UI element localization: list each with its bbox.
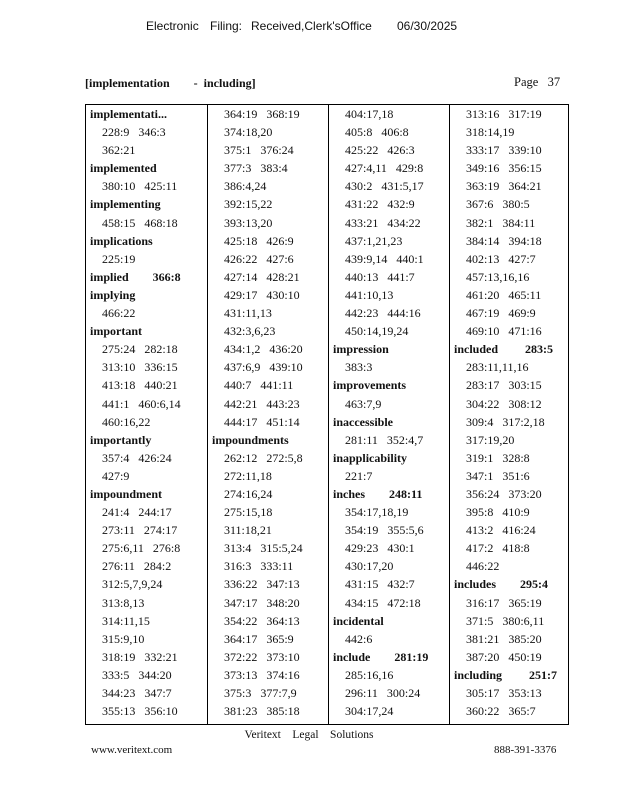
index-citation: 417:2 418:8 <box>466 541 530 556</box>
index-term: impoundment <box>90 486 163 501</box>
index-citation: 431:11,13 <box>224 306 272 321</box>
index-citation: 461:20 465:11 <box>466 287 542 302</box>
index-citation: 309:4 317:2,18 <box>466 414 545 429</box>
index-citation: 318:19 332:21 <box>102 649 178 664</box>
index-citation: 383:3 <box>345 360 373 375</box>
index-citation: 274:16,24 <box>224 486 273 501</box>
index-term: implemented <box>90 161 157 176</box>
index-citation: 463:7,9 <box>345 396 382 411</box>
index-citation: 405:8 406:8 <box>345 125 409 140</box>
index-term: incidental <box>333 613 384 628</box>
index-citation: 413:18 440:21 <box>102 378 178 393</box>
index-citation: 225:19 <box>102 251 136 266</box>
index-citation: 437:1,21,23 <box>345 233 403 248</box>
index-citation: 333:17 339:10 <box>466 143 542 158</box>
index-citation: 374:18,20 <box>224 125 273 140</box>
index-term: include 281:19 <box>333 649 429 664</box>
index-citation: 395:8 410:9 <box>466 505 530 520</box>
index-citation: 367:6 380:5 <box>466 197 530 212</box>
index-citation: 314:11,15 <box>102 613 150 628</box>
index-citation: 429:17 430:10 <box>224 287 300 302</box>
index-citation: 347:17 348:20 <box>224 595 300 610</box>
index-citation: 427:4,11 429:8 <box>345 161 424 176</box>
index-citation: 313:16 317:19 <box>466 107 542 121</box>
index-citation: 313:10 336:15 <box>102 360 178 375</box>
page-number: Page 37 <box>514 75 561 89</box>
index-citation: 444:17 451:14 <box>224 414 300 429</box>
index-citation: 313:4 315:5,24 <box>224 541 303 556</box>
index-table <box>85 104 569 725</box>
index-citation: 275:6,11 276:8 <box>102 541 181 556</box>
index-citation: 373:13 374:16 <box>224 667 300 682</box>
index-citation: 432:3,6,23 <box>224 324 276 339</box>
index-citation: 381:23 385:18 <box>224 704 300 719</box>
index-citation: 318:14,19 <box>466 125 515 140</box>
index-citation: 466:22 <box>102 306 136 321</box>
index-citation: 393:13,20 <box>224 215 273 230</box>
index-citation: 354:22 364:13 <box>224 613 300 628</box>
index-citation: 430:17,20 <box>345 559 394 574</box>
index-citation: 371:5 380:6,11 <box>466 613 545 628</box>
index-citation: 431:22 432:9 <box>345 197 415 212</box>
footer-phone: 888-391-3376 <box>494 744 557 756</box>
index-term: implementing <box>90 197 161 212</box>
index-term: important <box>90 324 142 339</box>
index-citation: 467:19 469:9 <box>466 306 536 321</box>
index-citation: 372:22 373:10 <box>224 649 300 664</box>
index-citation: 387:20 450:19 <box>466 649 542 664</box>
index-citation: 427:14 428:21 <box>224 269 300 284</box>
index-citation: 262:12 272:5,8 <box>224 450 303 465</box>
index-citation: 460:16,22 <box>102 414 151 429</box>
index-citation: 375:3 377:7,9 <box>224 686 297 700</box>
index-citation: 228:9 346:3 <box>102 125 166 140</box>
index-citation: 386:4,24 <box>224 179 267 194</box>
index-citation: 431:15 432:7 <box>345 577 415 592</box>
index-citation: 425:18 426:9 <box>224 233 294 248</box>
index-citation: 380:10 425:11 <box>102 179 178 194</box>
filing-date: 06/30/2025 <box>397 19 458 33</box>
index-citation: 312:5,7,9,24 <box>102 577 163 592</box>
index-citation: 316:3 333:11 <box>224 559 294 574</box>
filing-label: Filing: <box>210 19 243 33</box>
index-citation: 319:1 328:8 <box>466 450 530 465</box>
index-term: implications <box>90 233 153 248</box>
index-term: inapplicability <box>333 450 408 465</box>
index-term: includes 295:4 <box>454 577 549 592</box>
index-citation: 362:21 <box>102 143 136 158</box>
index-citation: 433:21 434:22 <box>345 215 421 230</box>
index-citation: 458:15 468:18 <box>102 215 178 230</box>
index-term: implied 366:8 <box>90 269 181 284</box>
index-citation: 357:4 426:24 <box>102 450 172 465</box>
index-citation: 441:10,13 <box>345 287 394 302</box>
index-citation: 434:15 472:18 <box>345 595 421 610</box>
index-citation: 404:17,18 <box>345 107 394 121</box>
index-citation: 349:16 356:15 <box>466 161 542 176</box>
index-column-2 <box>207 105 328 724</box>
index-citation: 402:13 427:7 <box>466 251 536 266</box>
index-column-3 <box>328 105 449 724</box>
index-citation: 281:11 352:4,7 <box>345 432 424 447</box>
index-citation: 457:13,16,16 <box>466 269 530 284</box>
index-term: inaccessible <box>333 414 393 429</box>
index-citation: 304:22 308:12 <box>466 396 542 411</box>
index-citation: 355:13 356:10 <box>102 704 178 719</box>
index-citation: 275:15,18 <box>224 505 273 520</box>
index-term: impoundments <box>212 432 289 447</box>
index-citation: 276:11 284:2 <box>102 559 172 574</box>
index-citation: 430:2 431:5,17 <box>345 179 424 194</box>
index-citation: 283:11,11,16 <box>466 360 529 375</box>
index-citation: 305:17 353:13 <box>466 686 542 700</box>
index-citation: 272:11,18 <box>224 468 272 483</box>
index-term: inches 248:11 <box>333 486 423 501</box>
footer-company: Veritext Legal Solutions <box>244 729 374 741</box>
index-column-1 <box>86 105 207 724</box>
index-citation: 315:9,10 <box>102 631 145 646</box>
index-citation: 316:17 365:19 <box>466 595 542 610</box>
index-citation: 333:5 344:20 <box>102 667 172 682</box>
index-citation: 241:4 244:17 <box>102 505 172 520</box>
index-citation: 439:9,14 440:1 <box>345 251 424 266</box>
index-citation: 313:8,13 <box>102 595 145 610</box>
index-citation: 283:17 303:15 <box>466 378 542 393</box>
index-citation: 413:2 416:24 <box>466 523 536 538</box>
index-citation: 354:17,18,19 <box>345 505 409 520</box>
index-citation: 375:1 376:24 <box>224 143 294 158</box>
filing-received: Received,Clerk'sOffice <box>251 19 372 33</box>
index-citation: 440:13 441:7 <box>345 269 415 284</box>
index-citation: 273:11 274:17 <box>102 523 178 538</box>
index-range-header: [implementation - including] <box>85 76 256 90</box>
index-citation: 354:19 355:5,6 <box>345 523 424 538</box>
index-citation: 221:7 <box>345 468 373 483</box>
index-citation: 446:22 <box>466 559 500 574</box>
filing-electronic: Electronic <box>146 19 199 33</box>
index-citation: 384:14 394:18 <box>466 233 542 248</box>
index-citation: 347:1 351:6 <box>466 468 530 483</box>
index-citation: 440:7 441:11 <box>224 378 294 393</box>
index-citation: 336:22 347:13 <box>224 577 300 592</box>
index-citation: 364:19 368:19 <box>224 107 300 121</box>
index-citation: 360:22 365:7 <box>466 704 536 719</box>
index-citation: 426:22 427:6 <box>224 251 294 266</box>
index-term: including 251:7 <box>454 667 558 682</box>
index-citation: 285:16,16 <box>345 667 394 682</box>
index-column-4 <box>449 105 568 724</box>
index-citation: 425:22 426:3 <box>345 143 415 158</box>
index-term: impression <box>333 342 389 357</box>
index-citation: 450:14,19,24 <box>345 324 409 339</box>
index-citation: 441:1 460:6,14 <box>102 396 181 411</box>
index-citation: 469:10 471:16 <box>466 324 542 339</box>
index-citation: 356:24 373:20 <box>466 486 542 501</box>
index-term: included 283:5 <box>454 342 554 357</box>
index-citation: 434:1,2 436:20 <box>224 342 303 357</box>
index-citation: 442:21 443:23 <box>224 396 300 411</box>
index-citation: 377:3 383:4 <box>224 161 288 176</box>
index-citation: 364:17 365:9 <box>224 631 294 646</box>
index-citation: 427:9 <box>102 468 130 483</box>
index-citation: 382:1 384:11 <box>466 215 536 230</box>
index-citation: 317:19,20 <box>466 432 515 447</box>
index-citation: 344:23 347:7 <box>102 686 172 700</box>
index-citation: 311:18,21 <box>224 523 272 538</box>
index-citation: 381:21 385:20 <box>466 631 542 646</box>
index-term: improvements <box>333 378 407 393</box>
footer-website: www.veritext.com <box>91 744 173 756</box>
index-citation: 392:15,22 <box>224 197 273 212</box>
index-citation: 442:23 444:16 <box>345 306 421 321</box>
index-citation: 296:11 300:24 <box>345 686 421 700</box>
index-citation: 437:6,9 439:10 <box>224 360 303 375</box>
index-term: importantly <box>90 432 152 447</box>
index-term: implementati... <box>90 107 167 121</box>
index-citation: 304:17,24 <box>345 704 394 719</box>
index-citation: 429:23 430:1 <box>345 541 415 556</box>
index-citation: 442:6 <box>345 631 373 646</box>
index-citation: 275:24 282:18 <box>102 342 178 357</box>
index-citation: 363:19 364:21 <box>466 179 542 194</box>
index-term: implying <box>90 287 136 302</box>
